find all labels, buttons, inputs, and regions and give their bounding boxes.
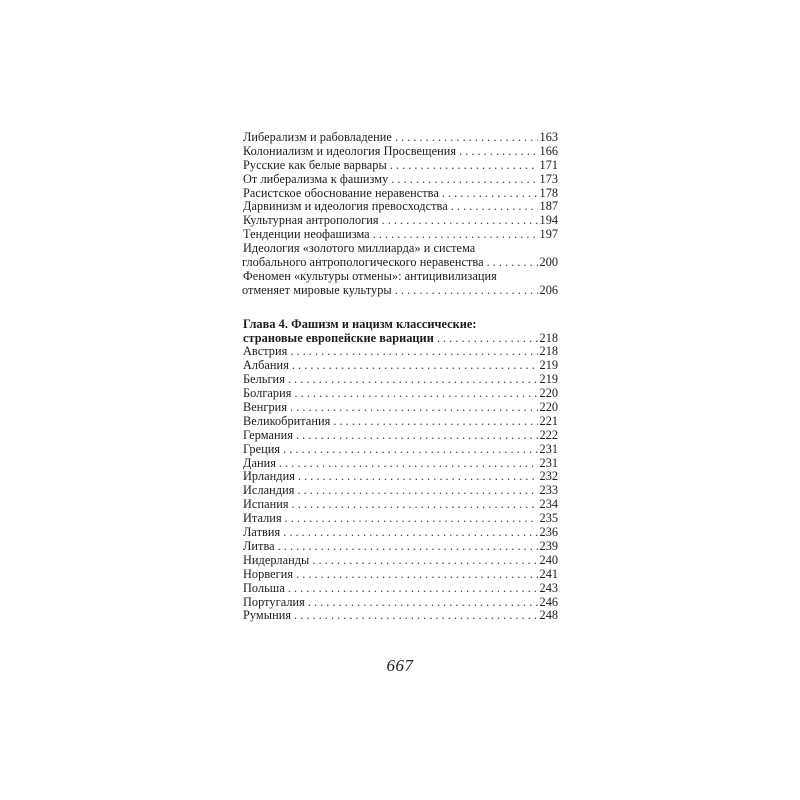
toc-entry-title: Культурная антропология — [243, 213, 379, 228]
toc-entry — [243, 596, 558, 610]
toc-entry-page: 233 — [539, 483, 558, 498]
leader-dots — [487, 256, 538, 270]
toc-entry-page: 218 — [539, 344, 558, 359]
toc-entry — [243, 145, 558, 159]
leader-dots — [290, 345, 537, 359]
toc-entry-page: 220 — [539, 386, 558, 401]
leader-dots — [312, 554, 537, 568]
toc-entry-page: 219 — [539, 372, 558, 387]
leader-dots — [292, 359, 538, 373]
toc-entry — [243, 512, 558, 526]
leader-dots — [283, 526, 537, 540]
toc-entry-page: 173 — [539, 171, 558, 186]
chapter-heading-line2 — [243, 332, 558, 346]
toc-entry — [243, 200, 558, 214]
toc-entry-title: Колониализм и идеология Просвещения — [243, 143, 457, 158]
toc-entry-title: Португалия — [243, 594, 305, 609]
toc-entry-title: Литва — [243, 538, 275, 553]
toc-entry — [243, 373, 558, 387]
toc-entry-page: 239 — [539, 538, 558, 553]
toc-entry-page: 246 — [539, 594, 558, 609]
toc-entry — [243, 401, 558, 415]
table-of-contents — [243, 131, 558, 623]
leader-dots — [288, 373, 538, 387]
toc-entry — [243, 214, 558, 228]
leader-dots — [333, 415, 537, 429]
toc-entry — [243, 498, 558, 512]
toc-entry — [243, 131, 558, 145]
toc-entry-page: 194 — [539, 213, 558, 228]
leader-dots — [290, 401, 538, 415]
toc-entry-title: Расистское обоснование неравенства — [243, 185, 439, 200]
toc-entry-title: Ирландия — [243, 469, 295, 484]
toc-entry-title: Дарвинизм и идеология превосходства — [243, 199, 448, 214]
toc-entry — [243, 582, 558, 596]
leader-dots — [451, 200, 538, 214]
toc-entry-title: отменяет мировые культуры — [242, 282, 392, 297]
toc-entry-page: 221 — [539, 413, 558, 428]
page-number: 667 — [386, 656, 414, 675]
toc-entry-page: 231 — [539, 455, 558, 470]
toc-entry-title: Австрия — [243, 344, 288, 359]
toc-entry-title: Германия — [243, 427, 293, 442]
leader-dots — [283, 443, 537, 457]
toc-entry — [243, 228, 558, 242]
toc-entry-title: От либерализма к фашизму — [243, 171, 389, 186]
toc-entry — [243, 345, 558, 359]
toc-entry — [243, 457, 558, 471]
chapter-title: Глава 4. Фашизм и нацизм классические: — [243, 316, 477, 331]
leader-dots — [390, 159, 538, 173]
leader-dots — [297, 484, 537, 498]
toc-entry-title: Греция — [243, 441, 281, 456]
leader-dots — [391, 173, 537, 187]
chapter-title: страновые европейские вариации — [243, 330, 434, 345]
toc-entry — [243, 429, 558, 443]
toc-entry-title: Италия — [243, 511, 282, 526]
toc-entry-page: 248 — [539, 608, 558, 623]
toc-entry-title: Либерализм и рабовладение — [243, 130, 392, 144]
toc-entry-line2 — [243, 284, 558, 298]
toc-entry-title: Польша — [243, 580, 285, 595]
toc-entry-title: Болгария — [243, 386, 292, 401]
toc-entry-page: 187 — [539, 199, 558, 214]
toc-entry-line1 — [243, 270, 558, 284]
toc-entry-page: 200 — [539, 255, 558, 270]
toc-entry-page: 219 — [539, 358, 558, 373]
toc-entry — [243, 159, 558, 173]
toc-entry-title: Русские как белые варвары — [243, 157, 387, 172]
toc-entry-title: Феномен «культуры отмены»: антицивилизация — [243, 268, 497, 283]
toc-entry-page: 171 — [539, 157, 558, 172]
leader-dots — [285, 512, 538, 526]
toc-entry-title: Бельгия — [243, 372, 285, 387]
toc-entry-page: 240 — [539, 552, 558, 567]
leader-dots — [296, 429, 538, 443]
toc-entry-title: Румыния — [243, 608, 292, 623]
toc-entry-page: 241 — [539, 566, 558, 581]
toc-entry — [243, 173, 558, 187]
toc-entry-page: 231 — [539, 441, 558, 456]
leader-dots — [442, 187, 538, 201]
toc-entry — [243, 568, 558, 582]
toc-entry-page: 243 — [539, 580, 558, 595]
leader-dots — [294, 387, 537, 401]
toc-entry-title: Дания — [243, 455, 276, 470]
section-gap — [243, 298, 558, 318]
chapter-page: 218 — [539, 330, 558, 345]
toc-entry-page: 197 — [539, 227, 558, 242]
leader-dots — [459, 145, 537, 159]
toc-entry-title: Венгрия — [243, 400, 288, 415]
toc-entry — [243, 609, 558, 623]
toc-entry — [243, 484, 558, 498]
toc-entry — [243, 470, 558, 484]
leader-dots — [294, 609, 538, 623]
toc-entry-page: 236 — [539, 525, 558, 540]
leader-dots — [288, 582, 538, 596]
leader-dots — [308, 596, 538, 610]
chapter-heading-line1 — [243, 318, 558, 332]
toc-entry-page: 232 — [539, 469, 558, 484]
toc-entry-page: 163 — [539, 130, 558, 144]
toc-entry-page: 166 — [539, 143, 558, 158]
toc-entry-title: Исландия — [243, 483, 295, 498]
toc-entry — [243, 187, 558, 201]
toc-entry-page: 234 — [539, 497, 558, 512]
toc-entry — [243, 443, 558, 457]
toc-entry — [243, 359, 558, 373]
toc-entry-page: 235 — [539, 511, 558, 526]
toc-entry-title: Албания — [243, 358, 289, 373]
toc-entry-page: 220 — [539, 400, 558, 415]
toc-entry-title: Тенденции неофашизма — [243, 227, 370, 242]
toc-entry — [243, 387, 558, 401]
toc-entry-line2 — [243, 256, 558, 270]
leader-dots — [382, 214, 538, 228]
toc-entry-title: Латвия — [243, 525, 281, 540]
leader-dots — [373, 228, 538, 242]
leader-dots — [296, 568, 537, 582]
toc-entry-title: Испания — [243, 497, 289, 512]
toc-entry-line1 — [243, 242, 558, 256]
toc-entry-title: Идеология «золотого миллиарда» и система — [243, 241, 476, 256]
leader-dots — [292, 498, 538, 512]
toc-entry-page: 178 — [539, 185, 558, 200]
leader-dots — [279, 457, 538, 471]
toc-entry-page: 206 — [539, 282, 558, 297]
leader-dots — [437, 332, 538, 346]
toc-entry — [243, 540, 558, 554]
toc-entry-title: Нидерланды — [243, 552, 310, 567]
toc-entry — [243, 526, 558, 540]
toc-entry — [243, 415, 558, 429]
leader-dots — [395, 284, 538, 298]
leader-dots — [395, 131, 538, 145]
toc-entry-title: Великобритания — [243, 413, 331, 428]
toc-entry — [243, 554, 558, 568]
leader-dots — [278, 540, 538, 554]
toc-entry-page: 222 — [539, 427, 558, 442]
toc-entry-title: глобального антропологического неравенства — [242, 255, 484, 270]
toc-entry-title: Норвегия — [243, 566, 294, 581]
leader-dots — [298, 470, 538, 484]
